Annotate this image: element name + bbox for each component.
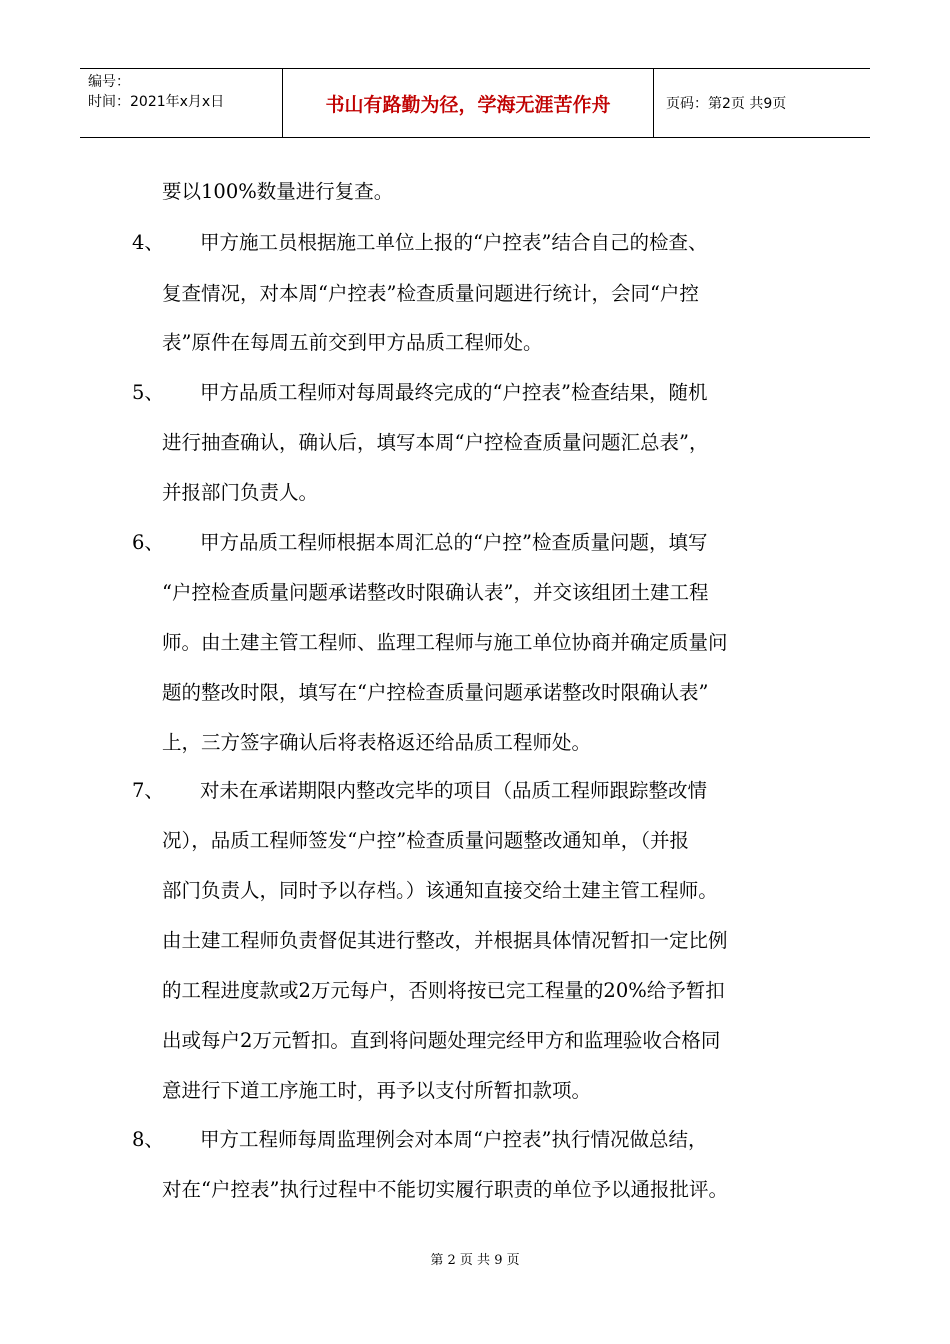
item-number: 4、 xyxy=(132,231,164,254)
paragraph-line: 复查情况，对本周“户控表”检查质量问题进行统计，会同“户控 xyxy=(162,282,699,305)
paragraph-line: 要以100%数量进行复查。 xyxy=(162,180,394,203)
header-page-info: 页码：第2页 共9页 xyxy=(666,96,787,112)
paragraph-line: 由土建工程师负责督促其进行整改，并根据具体情况暂扣一定比例 xyxy=(162,929,728,952)
paragraph-line: 意进行下道工序施工时，再予以支付所暂扣款项。 xyxy=(162,1079,592,1102)
paragraph-line: 表”原件在每周五前交到甲方品质工程师处。 xyxy=(162,331,543,354)
item-number: 6、 xyxy=(132,531,164,554)
item-number: 5、 xyxy=(132,381,164,404)
paragraph-line: 上，三方签字确认后将表格返还给品质工程师处。 xyxy=(162,731,592,754)
paragraph-line: “户控检查质量问题承诺整改时限确认表”，并交该组团土建工程 xyxy=(162,581,709,604)
paragraph-line: 的工程进度款或2万元每户，否则将按已完工程量的20%给予暂扣 xyxy=(162,979,725,1002)
paragraph-line: 甲方品质工程师根据本周汇总的“户控”检查质量问题，填写 xyxy=(200,531,708,554)
paragraph-line: 题的整改时限，填写在“户控检查质量问题承诺整改时限确认表” xyxy=(162,681,709,704)
paragraph-line: 部门负责人，同时予以存档。）该通知直接交给土建主管工程师。 xyxy=(162,879,718,902)
paragraph-line: 出或每户2万元暂扣。直到将问题处理完经甲方和监理验收合格同 xyxy=(162,1029,721,1052)
paragraph-line: 师。由土建主管工程师、监理工程师与施工单位协商并确定质量问 xyxy=(162,631,728,654)
item-number: 7、 xyxy=(132,779,164,802)
paragraph-line: 甲方施工员根据施工单位上报的“户控表”结合自己的检查、 xyxy=(200,231,708,254)
item-number: 8、 xyxy=(132,1128,164,1151)
paragraph-line: 对在“户控表”执行过程中不能切实履行职责的单位予以通报批评。 xyxy=(162,1178,728,1201)
paragraph-line: 对未在承诺期限内整改完毕的项目（品质工程师跟踪整改情 xyxy=(200,779,708,802)
paragraph-line: 并报部门负责人。 xyxy=(162,481,319,504)
header-slogan: 书山有路勤为径，学海无涯苦作舟 xyxy=(325,93,611,116)
paragraph-line: 甲方工程师每周监理例会对本周“户控表”执行情况做总结， xyxy=(200,1128,708,1151)
document-number-label: 编号： xyxy=(88,74,130,90)
document-time-label: 时间：2021年x月x日 xyxy=(88,94,225,110)
paragraph-line: 况），品质工程师签发“户控”检查质量问题整改通知单，（并报 xyxy=(162,829,689,852)
page-footer: 第 2 页 共 9 页 xyxy=(430,1253,520,1268)
paragraph-line: 甲方品质工程师对每周最终完成的“户控表”检查结果，随机 xyxy=(200,381,708,404)
paragraph-line: 进行抽查确认，确认后，填写本周“户控检查质量问题汇总表”， xyxy=(162,431,709,454)
